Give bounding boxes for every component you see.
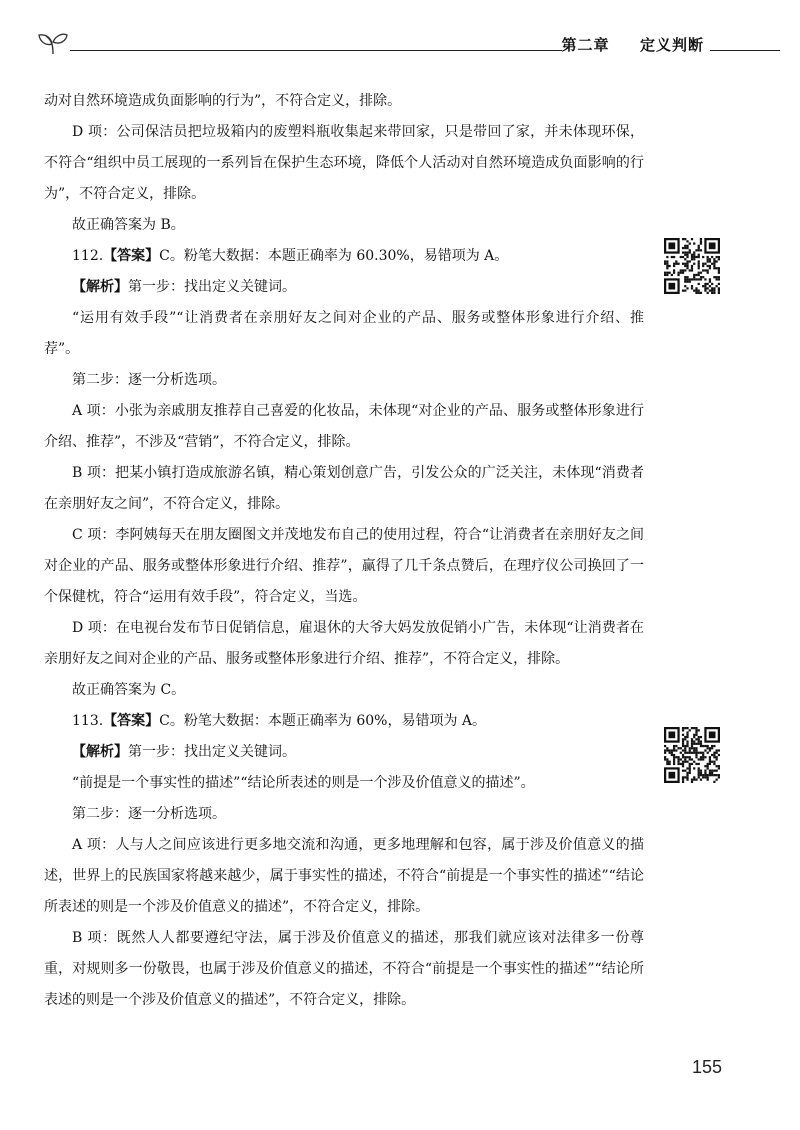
qr-code-icon (664, 238, 720, 294)
paragraph-text: C。粉笔大数据：本题正确率为 60%，易错项为 A。 (159, 713, 487, 729)
qr-code-icon (664, 727, 720, 783)
paragraph (44, 241, 644, 272)
paragraph (44, 706, 644, 737)
paragraph-text: 故正确答案为 C。 (72, 682, 186, 698)
paragraph-text: A 项：人与人之间应该进行更多地交流和沟通，更多地理解和包容，属于涉及价值意义的描述，世界上的民族国家将越来越少，属于事实性的描述，不符合“前提是一个事实性的描述”“结论所表述的则是一个涉及价值意义的描述”，不符合定义，排除。 (44, 837, 644, 915)
header-title (562, 34, 705, 55)
paragraph (44, 272, 644, 303)
page-number: 155 (691, 1057, 722, 1077)
paragraph-text: “运用有效手段”“让消费者在亲朋好友之间对企业的产品、服务或整体形象进行介绍、推荐”。 (44, 310, 644, 357)
section-tag: 【解析】 (72, 279, 128, 295)
section-tag: 【解析】 (72, 744, 128, 760)
paragraph-text: 第二步：逐一分析选项。 (72, 806, 226, 822)
section-tag: 【答案】 (103, 248, 160, 264)
paragraph (44, 396, 644, 458)
page-header (30, 28, 780, 68)
paragraph-text: D 项：公司保洁员把垃圾箱内的废塑料瓶收集起来带回家，只是带回了家，并未体现环保，不符合“组织中员工展现的一系列旨在保护生态环境，降低个人活动对自然环境造成负面影响的行为”，不符合定义，排除。 (44, 124, 644, 202)
chapter-label: 第二章 (561, 36, 610, 54)
paragraph (44, 458, 644, 520)
paragraph (44, 799, 644, 830)
paragraph-text: 故正确答案为 B。 (72, 217, 185, 233)
paragraph (44, 768, 644, 799)
paragraph (44, 613, 644, 675)
paragraph-text: D 项：在电视台发布节日促销信息，雇退休的大爷大妈发放促销小广告，未体现“让消费者在亲朋好友之间对企业的产品、服务或整体形象进行介绍、推荐”，不符合定义，排除。 (44, 620, 644, 667)
paragraph-text: 第一步：找出定义关键词。 (128, 744, 296, 760)
paragraph-text: 动对自然环境造成负面影响的行为”，不符合定义，排除。 (44, 93, 402, 109)
leaf-icon (36, 30, 70, 56)
paragraph (44, 86, 644, 117)
paragraph-text: 第二步：逐一分析选项。 (72, 372, 226, 388)
question-number: 113. (72, 713, 104, 729)
qr-code-112[interactable] (664, 238, 720, 294)
paragraph-text: B 项：既然人人都要遵纪守法，属于涉及价值意义的描述，那我们就应该对法律多一份尊重，对规则多一份敬畏，也属于涉及价值意义的描述，不符合“前提是一个事实性的描述”“结论所表述的则是一个涉及价值意义的描述”，不符合定义，排除。 (44, 930, 644, 1008)
header-rule-left (70, 50, 562, 51)
paragraph (44, 830, 644, 923)
section-tag: 【答案】 (103, 713, 160, 729)
paragraph-text: A 项：小张为亲戚朋友推荐自己喜爱的化妆品，未体现“对企业的产品、服务或整体形象进行介绍、推荐”，不涉及“营销”，不符合定义，排除。 (44, 403, 644, 450)
page-body (44, 86, 644, 1016)
question-number: 112. (72, 248, 104, 264)
paragraph (44, 520, 644, 613)
paragraph (44, 303, 644, 365)
paragraph-text: B 项：把某小镇打造成旅游名镇，精心策划创意广告，引发公众的广泛关注，未体现“消费者在亲朋好友之间”，不符合定义，排除。 (44, 465, 644, 512)
paragraph-text: C。粉笔大数据：本题正确率为 60.30%，易错项为 A。 (159, 248, 509, 264)
paragraph (44, 675, 644, 706)
paragraph-text: 第一步：找出定义关键词。 (128, 279, 296, 295)
header-rule-right (710, 50, 780, 51)
paragraph (44, 365, 644, 396)
paragraph-text: “前提是一个事实性的描述”“结论所表述的则是一个涉及价值意义的描述”。 (72, 775, 535, 791)
paragraph-text: C 项：李阿姨每天在朋友圈图文并茂地发布自己的使用过程，符合“让消费者在亲朋好友之间对企业的产品、服务或整体形象进行介绍、推荐”，赢得了几千条点赞后，在理疗仪公司换回了一个保健枕，符合“运用有效手段”，符合定义，当选。 (44, 527, 644, 605)
qr-code-113[interactable] (664, 727, 720, 783)
section-label: 定义判断 (639, 36, 704, 54)
paragraph (44, 210, 644, 241)
paragraph (44, 737, 644, 768)
paragraph (44, 923, 644, 1016)
paragraph (44, 117, 644, 210)
